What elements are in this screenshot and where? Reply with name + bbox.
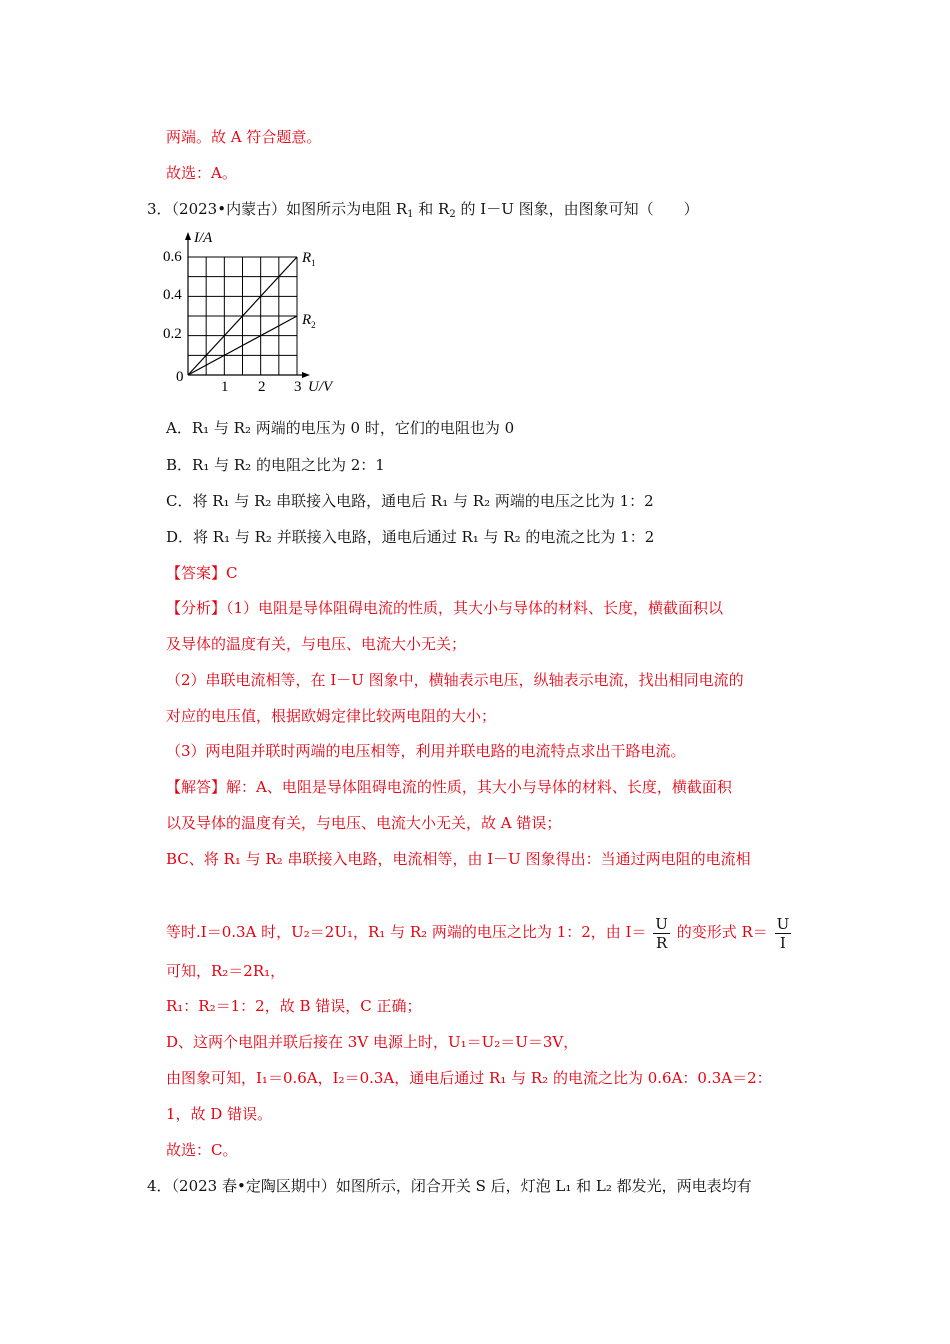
origin-label: 0: [176, 369, 184, 385]
y-tick-label: 0.4: [163, 287, 182, 303]
y-axis-arrow: [185, 232, 191, 240]
option-d: D．将 R₁ 与 R₂ 并联接入电路，通电后通过 R₁ 与 R₂ 的电流之比为 1：2: [166, 528, 655, 546]
analysis-line: 及导体的温度有关，与电压、电流大小无关；: [166, 635, 467, 653]
x-tick-label: 3: [294, 379, 302, 395]
analysis-line: 【分析】（1）电阻是导体阻碍电流的性质，其大小与导体的材料、长度，横截面积以: [166, 599, 724, 617]
solution-line: 由图象可知，I₁＝0.6A，I₂＝0.3A，通电后通过 R₁ 与 R₂ 的电流之比为 0.6A：0.3A＝2：: [166, 1069, 772, 1087]
y-tick-label: 0.6: [163, 249, 182, 265]
solution-line: D、这两个电阻并联后接在 3V 电源上时，U₁＝U₂＝U＝3V，: [166, 1033, 579, 1051]
fraction-u-over-i: $\frac{U}{I}$: [776, 914, 790, 952]
x-axis-arrow: [302, 372, 310, 378]
x-tick-label: 2: [258, 379, 266, 395]
solution-line: R₁：R₂＝1：2，故 B 错误，C 正确；: [166, 997, 422, 1015]
solution-line: 以及导体的温度有关，与电压、电流大小无关，故 A 错误；: [166, 814, 562, 832]
r1-label: $R_1$: [302, 250, 316, 268]
solution-line: 等时.I＝0.3A 时，U₂＝2U₁，R₁ 与 R₂ 两端的电压之比为 1：2，由 I＝ $\frac{U}{R}$ 的变形式 R＝ $\frac{U}{I}$: [166, 914, 790, 952]
x-tick-label: 1: [221, 379, 229, 395]
r2-label: $R_2$: [302, 312, 316, 330]
solution-line: 可知，R₂＝2R₁，: [166, 962, 286, 980]
analysis-line: （3）两电阻并联时两端的电压相等，利用并联电路的电流特点求出干路电流。: [166, 742, 686, 760]
fraction-u-over-r: $\frac{U}{R}$: [655, 914, 668, 952]
text-line: 两端。故 A 符合题意。: [166, 128, 322, 146]
solution-line: BC、将 R₁ 与 R₂ 串联接入电路，电流相等，由 I－U 图象得出：当通过两电阻的电流相: [166, 850, 751, 868]
iu-graph: [160, 226, 350, 398]
question-3-title: 3．（2023•内蒙古）如图所示为电阻 $R_1$ 和 $R_2$ 的 I－U 图象，由图象可知（ ）: [147, 200, 699, 220]
y-axis-label: I/A: [194, 230, 213, 246]
option-c: C．将 R₁ 与 R₂ 串联接入电路，通电后 R₁ 与 R₂ 两端的电压之比为 1：2: [166, 492, 654, 510]
analysis-line: （2）串联电流相等，在 I－U 图象中，横轴表示电压，纵轴表示电流，找出相同电流的: [166, 671, 744, 689]
x-axis-label: U/V: [308, 379, 333, 395]
answer: 【答案】C: [166, 564, 238, 582]
analysis-line: 对应的电压值，根据欧姆定律比较两电阻的大小；: [166, 707, 497, 725]
option-a: A．R₁ 与 R₂ 两端的电压为 0 时，它们的电阻也为 0: [166, 419, 515, 437]
option-b: B．R₁ 与 R₂ 的电阻之比为 2：1: [166, 456, 385, 474]
solution-line: 【解答】解：A、电阻是导体阻碍电流的性质，其大小与导体的材料、长度，横截面积: [166, 778, 732, 796]
question-4-title: 4．（2023 春•定陶区期中）如图所示，闭合开关 S 后，灯泡 L₁ 和 L₂ 都发光，两电表均有: [147, 1177, 752, 1195]
y-tick-label: 0.2: [163, 326, 182, 342]
solution-line: 1，故 D 错误。: [166, 1105, 273, 1123]
text-line: 故选：A。: [166, 164, 237, 182]
solution-line: 故选：C。: [166, 1141, 238, 1159]
